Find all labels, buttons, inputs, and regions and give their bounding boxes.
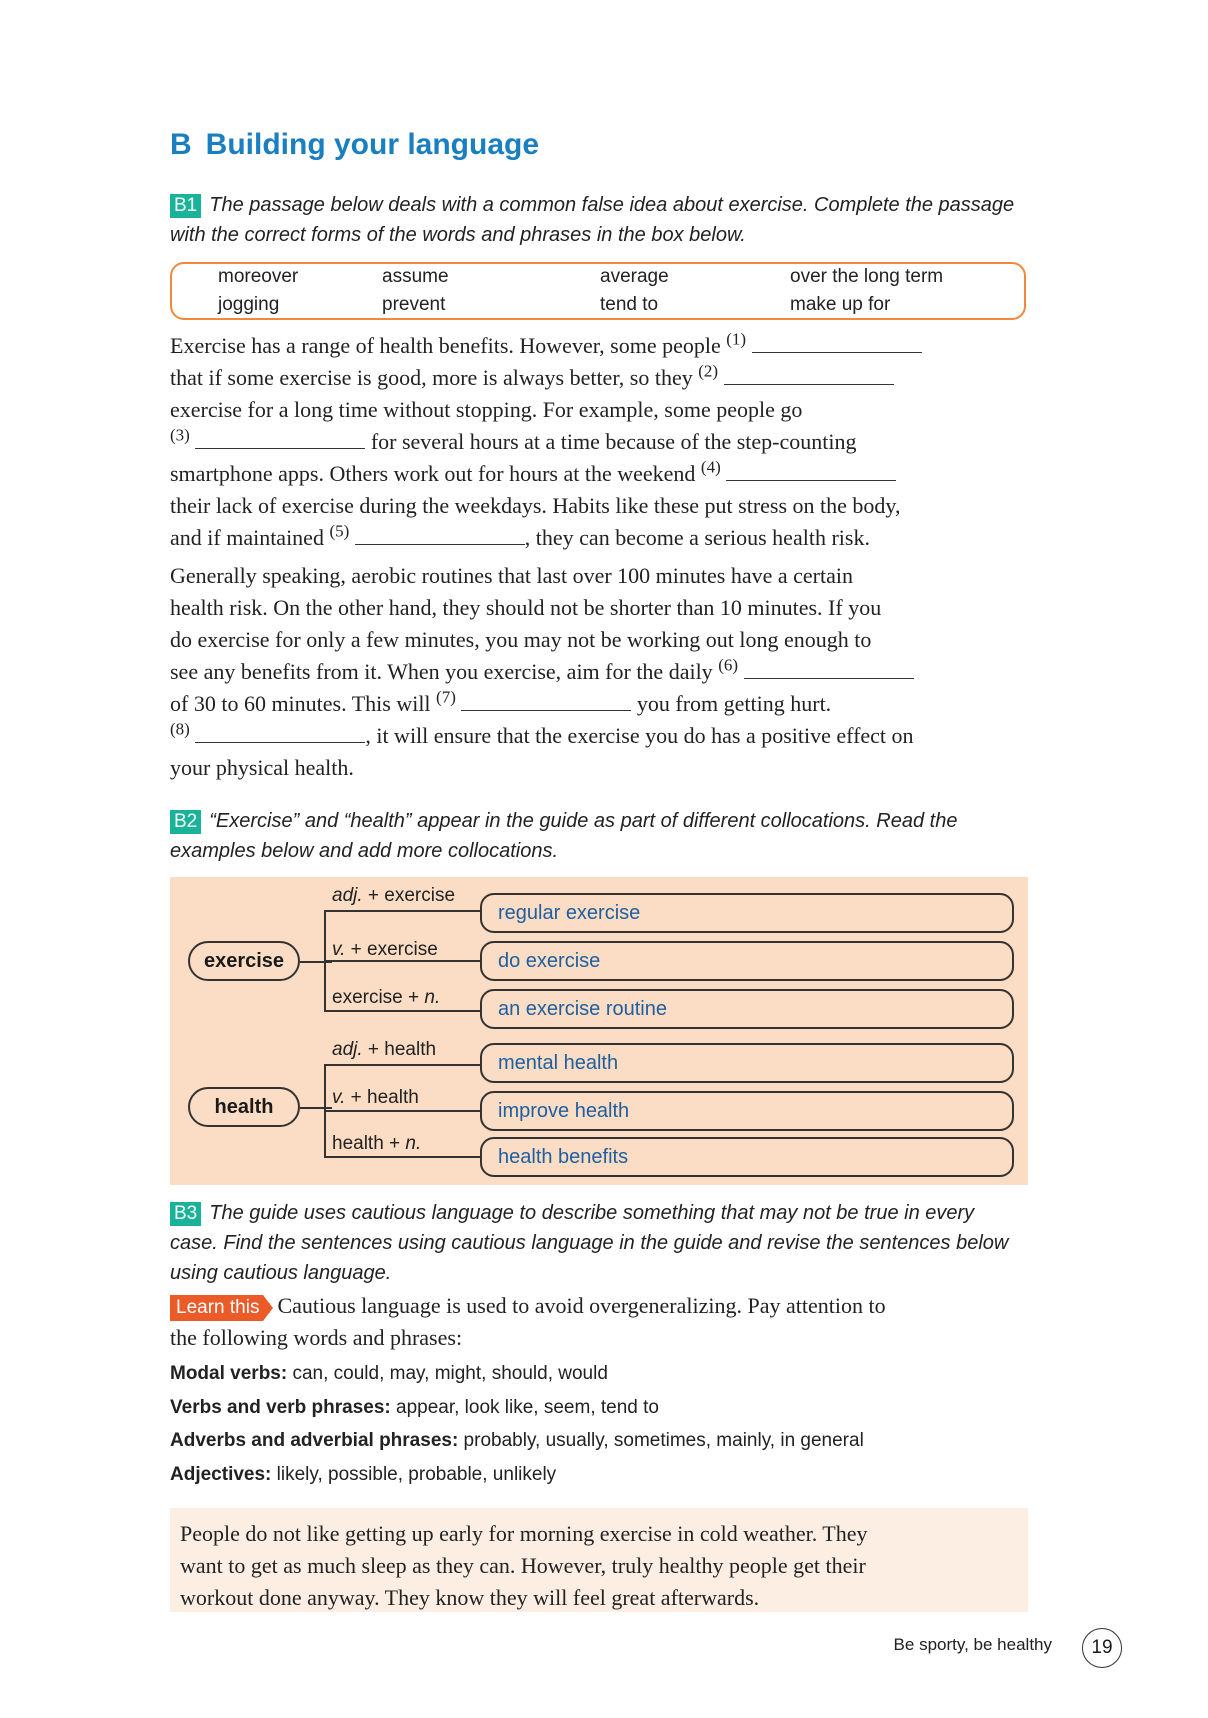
learn-this-badge: Learn this [170,1295,263,1321]
word-item: jogging [218,294,280,315]
collocation-box[interactable]: improve health [480,1091,1014,1131]
list-adverbs: Adverbs and adverbial phrases: probably, usually, sometimes, mainly, in general [170,1430,864,1451]
b3-instruction: B3 The guide uses cautious language to describe something that may not be true in every case. Find the sentences using cautious language in the guide and revise the sentences below using cautious language. [170,1202,1009,1284]
word-box [170,262,1026,320]
relation-label: health + n. [332,1133,422,1154]
health-node: health [188,1087,300,1127]
collocation-box[interactable]: regular exercise [480,893,1014,933]
word-item: over the long term [790,266,944,287]
blank-5[interactable] [355,522,525,545]
connector [324,1110,480,1112]
passage: Exercise has a range of health benefits. However, some people $^{(1)}$ that if some exercise is good, more is always better, so they $^{(2)}$ exercise for a long time without stopping. For example, some people go $^{(3)}$ for several hours at a time because of the step-counting smartphone apps. Others work out for hours at the weekend $^{(4)}$ their lack of exercise during the weekdays. Habits like these put stress on the body, and if maintained $^{(5)}$ , they can become a serious health risk. Generally speaking, aerobic routines that last over 100 minutes have a certain health risk. On the other hand, they should not be shorter than 10 minutes. If you do exercise for only a few minutes, you may not be working out long enough to see any benefits from it. When you exercise, aim for the daily $^{(6)}$ of 30 to 60 minutes. This will $^{(7)}$ you from getting hurt. $^{(8)}$ , it will ensure that the exercise you do has a positive effect on your physical health. [170,330,1030,784]
b2-tag: B2 [170,810,201,834]
blank-4[interactable] [726,458,896,481]
connector [324,1010,480,1012]
footer-text: Be sporty, be healthy [893,1635,1052,1654]
collocation-diagram [170,877,1028,1185]
sentences-box: People do not like getting up early for morning exercise in cold weather. They want to get as much sleep as they can. However, truly healthy people get their workout done anyway. They know they will feel great afterwards. [170,1508,1028,1612]
blank-1[interactable] [752,330,922,353]
b3-tag: B3 [170,1202,201,1226]
collocation-box[interactable]: an exercise routine [480,989,1014,1029]
connector [324,910,480,912]
connector [324,1064,480,1066]
page-number: 19 [1082,1628,1122,1668]
collocation-box[interactable]: health benefits [480,1137,1014,1177]
b2-instruction: B2 “Exercise” and “health” appear in the guide as part of different collocations. Read the examples below and add more collocations. [170,810,958,862]
blank-8[interactable] [195,720,365,743]
section-heading: Building your language [205,128,540,161]
blank-3[interactable] [195,426,365,449]
learn-this-note: Learn this Cautious language is used to avoid overgeneralizing. Pay attention to the following words and phrases: [170,1293,886,1350]
word-item: make up for [790,294,891,315]
collocation-box[interactable]: mental health [480,1043,1014,1083]
word-item: assume [382,266,449,287]
exercise-node: exercise [188,941,300,981]
connector [324,1156,480,1158]
word-item: tend to [600,294,659,315]
word-item: moreover [218,266,299,287]
blank-6[interactable] [744,656,914,679]
list-adjectives: Adjectives: likely, possible, probable, unlikely [170,1464,557,1485]
relation-label: adj. + health [332,1039,437,1060]
blank-7[interactable] [461,688,631,711]
b1-instruction: B1 The passage below deals with a common false idea about exercise. Complete the passage with the correct forms of the words and phrases in the box below. [170,194,1015,246]
collocation-box[interactable]: do exercise [480,941,1014,981]
connector [300,1107,332,1109]
blank-2[interactable] [724,362,894,385]
relation-label: exercise + n. [332,987,441,1008]
relation-label: adj. + exercise [332,885,456,906]
word-item: prevent [382,294,446,315]
section-title [170,128,539,162]
word-item: average [600,266,669,287]
b1-tag: B1 [170,194,201,218]
section-letter: B [170,128,192,161]
relation-label: v. + health [332,1087,419,1108]
list-verb-phrases: Verbs and verb phrases: appear, look like, seem, tend to [170,1397,659,1418]
list-modal-verbs: Modal verbs: can, could, may, might, should, would [170,1363,608,1384]
relation-label: v. + exercise [332,939,438,960]
